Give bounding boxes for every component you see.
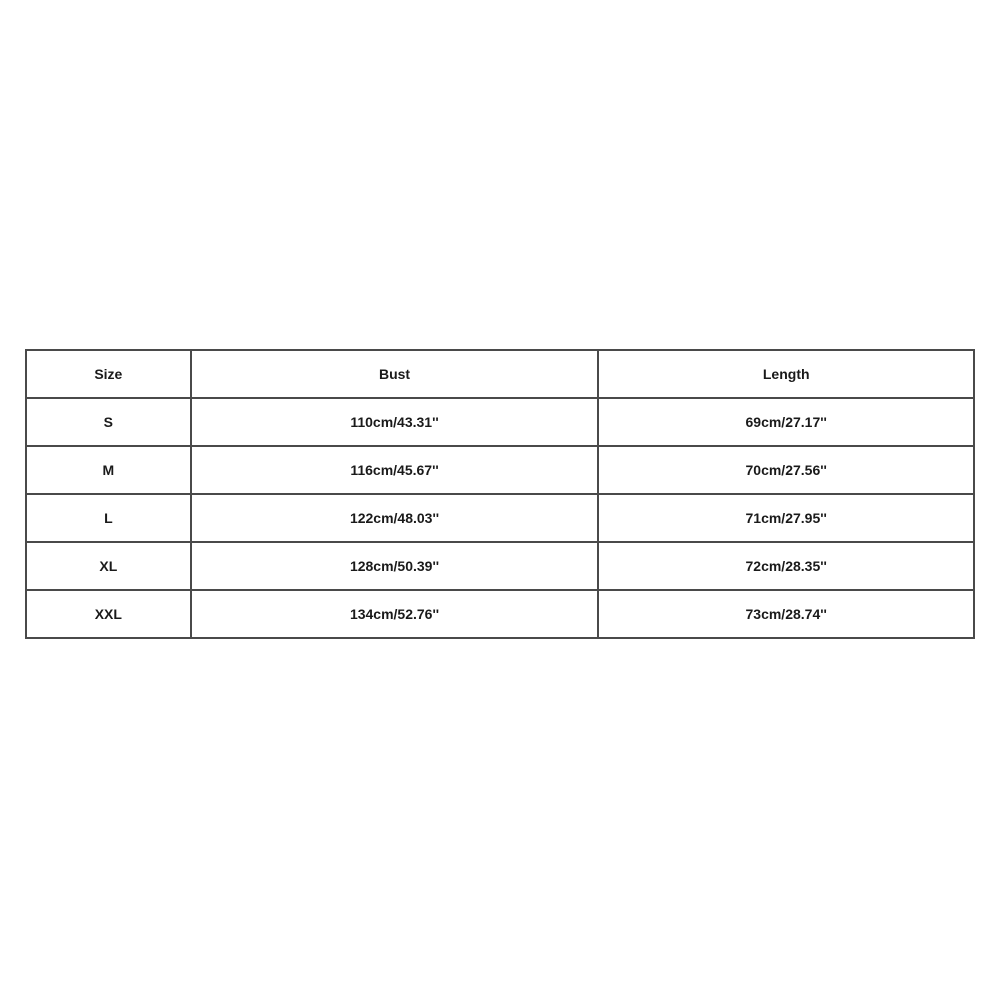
cell-bust: 122cm/48.03'' xyxy=(191,494,599,542)
cell-size: XL xyxy=(26,542,191,590)
table-header-row xyxy=(26,350,974,398)
table-row xyxy=(26,398,974,446)
cell-length: 71cm/27.95'' xyxy=(598,494,974,542)
cell-length: 69cm/27.17'' xyxy=(598,398,974,446)
cell-bust: 128cm/50.39'' xyxy=(191,542,599,590)
size-chart-table xyxy=(25,349,975,639)
table-row xyxy=(26,494,974,542)
cell-length: 70cm/27.56'' xyxy=(598,446,974,494)
cell-bust: 110cm/43.31'' xyxy=(191,398,599,446)
cell-size: L xyxy=(26,494,191,542)
cell-bust: 134cm/52.76'' xyxy=(191,590,599,638)
cell-bust: 116cm/45.67'' xyxy=(191,446,599,494)
cell-size: XXL xyxy=(26,590,191,638)
header-length: Length xyxy=(598,350,974,398)
cell-length: 72cm/28.35'' xyxy=(598,542,974,590)
table-row xyxy=(26,590,974,638)
header-size: Size xyxy=(26,350,191,398)
table-row xyxy=(26,446,974,494)
cell-size: M xyxy=(26,446,191,494)
cell-size: S xyxy=(26,398,191,446)
table-row xyxy=(26,542,974,590)
header-bust: Bust xyxy=(191,350,599,398)
cell-length: 73cm/28.74'' xyxy=(598,590,974,638)
